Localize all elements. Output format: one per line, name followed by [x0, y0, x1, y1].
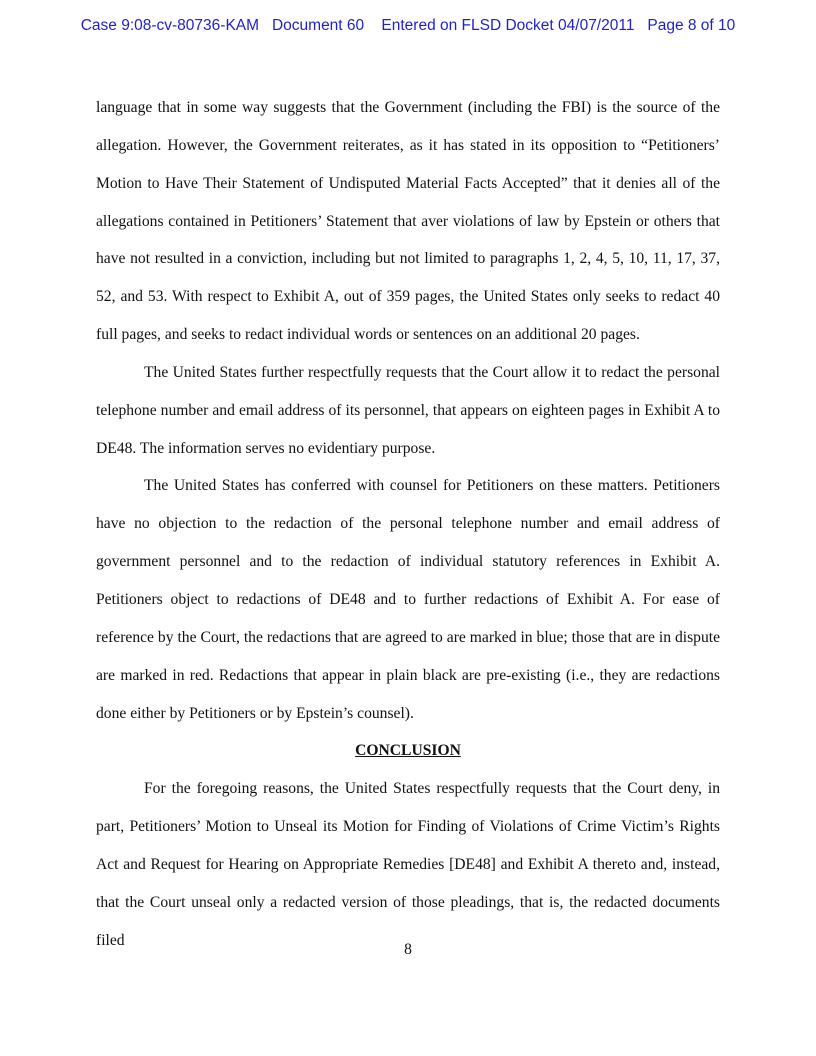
docket-stamp-header [0, 17, 816, 35]
conclusion-heading: CONCLUSION [355, 742, 461, 760]
paragraph-continuation: language that in some way suggests that the Government (including the FBI) is the source of the allegation. However, the Government reiterates, as it has stated in its opposition to “Petitioners’ Motion to Have Their Statement of Undisputed Material Facts Accepted” that it denies all of the allegations contained in Petitioners’ Statement that aver violations of law by Epstein or others that have not resulted in a conviction, including but not limited to paragraphs 1, 2, 4, 5, 10, 11, 17, 37, 52, and 53. With respect to Exhibit A, out of 359 pages, the United States only seeks to redact 40 full pages, and seeks to redact individual words or sentences on an additional 20 pages. [96, 99, 720, 344]
docket-entry-date: Entered on FLSD Docket 04/07/2011 [381, 17, 635, 34]
case-number: Case 9:08-cv-80736-KAM [80, 17, 260, 34]
page-count: Page 8 of 10 [647, 17, 736, 34]
document-number: Document 60 [271, 17, 365, 34]
document-body [96, 89, 720, 959]
paragraph-conferral: The United States has conferred with counsel for Petitioners on these matters. Petitioners have no objection to the redaction of the personal telephone number and email address of government personnel and to the redaction of individual statutory references in Exhibit A. Petitioners object to redactions of DE48 and to further redactions of Exhibit A. For ease of reference by the Court, the redactions that are agreed to are marked in blue; those that are in dispute are marked in red. Redactions that appear in plain black are pre-existing (i.e., they are redactions done either by Petitioners or by Epstein’s counsel). [96, 477, 720, 722]
paragraph-conclusion: For the foregoing reasons, the United States respectfully requests that the Court deny, in part, Petitioners’ Motion to Unseal its Motion for Finding of Violations of Crime Victim’s Rights Act and Request for Hearing on Appropriate Remedies [DE48] and Exhibit A thereto and, instead, that the Court unseal only a redacted version of those pleadings, that is, the redacted documents filed [96, 780, 720, 949]
page-number: 8 [404, 941, 412, 958]
paragraph-redact-personnel-info: The United States further respectfully requests that the Court allow it to redact the personal telephone number and email address of its personnel, that appears on eighteen pages in Exhibit A to DE48. The information serves no evidentiary purpose. [96, 363, 720, 457]
